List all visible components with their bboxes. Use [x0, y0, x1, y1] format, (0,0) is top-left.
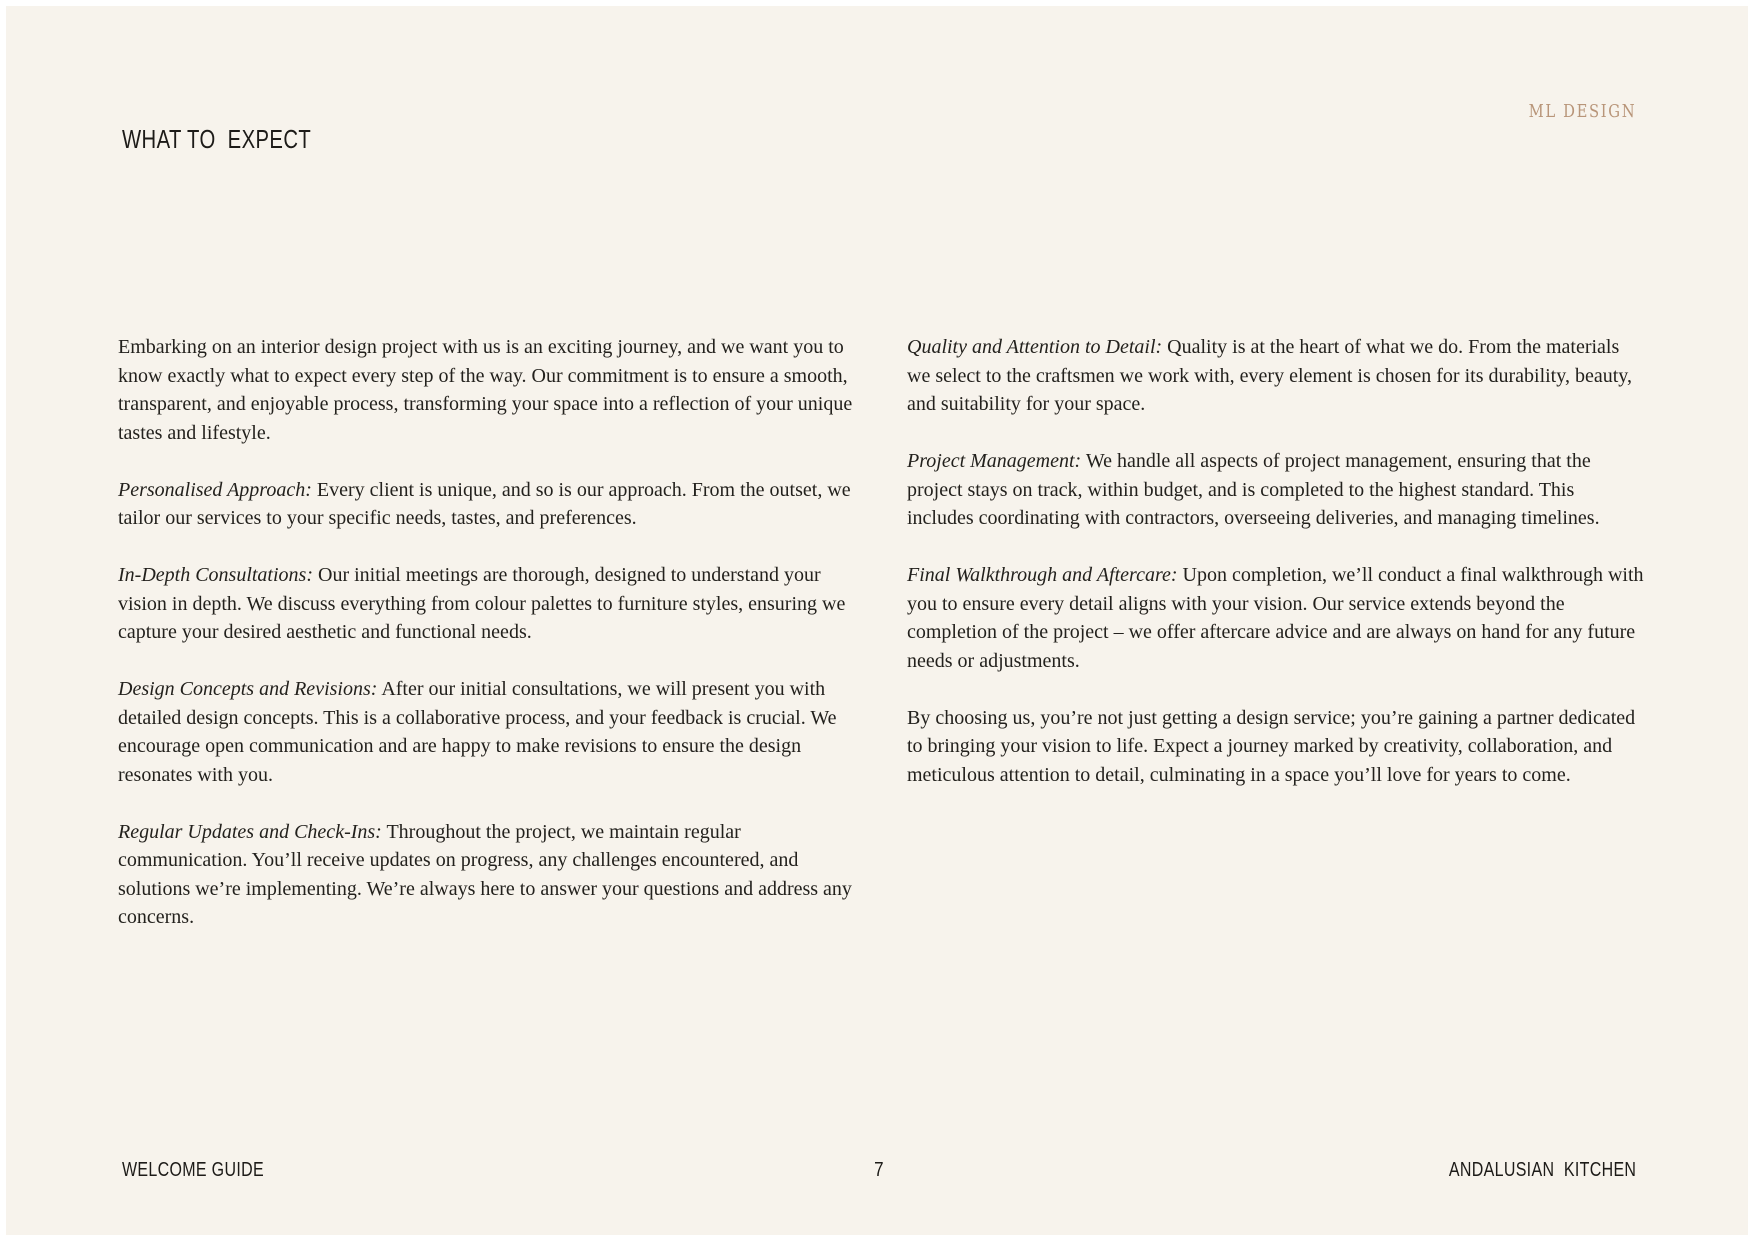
paragraph-intro [118, 333, 873, 447]
paragraph-text: Upon completion, we’ll conduct a final walkthrough with you to ensure every detail aligns with your vision. Our service extends beyond the completion of the project – we offer aftercare advice and are always on hand for any future needs or adjustments. [907, 564, 1644, 672]
paragraph-text: Every client is unique, and so is our approach. From the outset, we tailor our services to your specific needs, tastes, and preferences. [118, 478, 851, 529]
paragraph-text: Quality is at the heart of what we do. From the materials we select to the craftsmen we work with, every element is chosen for its durability, beauty, and suitability for your space. [907, 336, 1632, 415]
page-title: WHAT TO EXPECT [122, 124, 312, 154]
paragraph-text: Embarking on an interior design project with us is an exciting journey, and we want you to know exactly what to expect every step of the way. Our commitment is to ensure a smooth, transparent, and enjoyable process, transforming your space into a reflection of your unique tastes and lifestyle. [118, 336, 853, 444]
paragraph-lead: Regular Updates and Check-Ins: [118, 820, 382, 843]
paragraph-lead: Personalised Approach: [118, 478, 312, 501]
paragraph-closing [907, 704, 1644, 790]
paragraph-final-walkthrough [907, 561, 1644, 675]
paragraph-project-management [907, 447, 1644, 533]
paragraph-design-concepts [118, 675, 873, 789]
paragraph-lead: Final Walkthrough and Aftercare: [907, 564, 1178, 586]
left-column [118, 333, 873, 932]
body-columns [118, 333, 1644, 932]
paragraph-text: We handle all aspects of project management, ensuring that the project stays on track, within budget, and is completed to the highest standard. This includes coordinating with contractors, overseeing deliveries, and managing timelines. [907, 450, 1600, 529]
paragraph-text: After our initial consultations, we will present you with detailed design concepts. This is a collaborative process, and your feedback is crucial. We encourage open communication and are happy to make revisions to ensure the design resonates with you. [118, 678, 837, 786]
paragraph-text: Throughout the project, we maintain regular communication. You’ll receive updates on progress, any challenges encountered, and solutions we’re implementing. We’re always here to answer your questions and address any concerns. [118, 820, 852, 928]
paragraph-text: By choosing us, you’re not just getting a design service; you’re gaining a partner dedicated to bringing your vision to life. Expect a journey marked by creativity, collaboration, and meticulous attention to detail, culminating in a space you’ll love for years to come. [907, 706, 1636, 786]
footer-project-name: ANDALUSIAN KITCHEN [1448, 1159, 1636, 1181]
paragraph-in-depth-consultations [118, 561, 873, 647]
paragraph-text: Our initial meetings are thorough, designed to understand your vision in depth. We discuss everything from colour palettes to furniture styles, ensuring we capture your desired aesthetic and functional needs. [118, 564, 846, 643]
paragraph-lead: Design Concepts and Revisions: [118, 678, 378, 700]
page-footer [122, 1159, 1636, 1183]
footer-document-name: WELCOME GUIDE [122, 1159, 264, 1181]
paragraph-lead: In-Depth Consultations: [118, 564, 313, 586]
paragraph-regular-updates [118, 818, 873, 932]
footer-page-number: 7 [874, 1159, 884, 1181]
paragraph-quality-detail [907, 333, 1644, 419]
paragraph-lead: Quality and Attention to Detail: [907, 336, 1163, 358]
brand-logo: ML DESIGN [1528, 101, 1636, 122]
document-page [6, 6, 1748, 1235]
paragraph-lead: Project Management: [907, 450, 1082, 472]
right-column [907, 333, 1644, 932]
paragraph-personalised-approach [118, 476, 873, 533]
